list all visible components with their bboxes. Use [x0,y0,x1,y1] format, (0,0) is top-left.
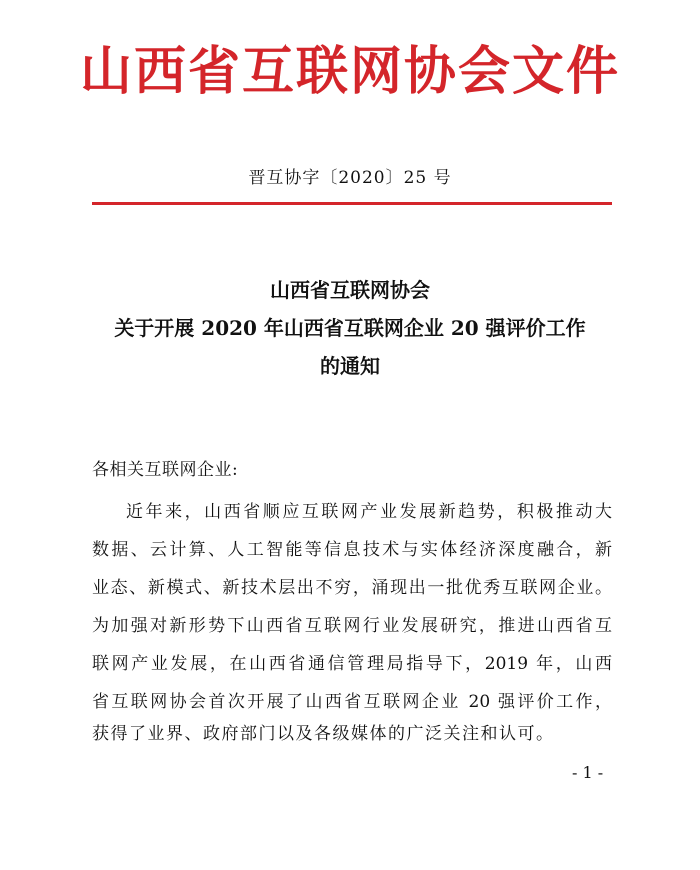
notice-title-line-3: 的通知 [320,354,380,378]
notice-title-line-1: 山西省互联网协会 [270,278,430,302]
body-paragraph-line: 数据、云计算、人工智能等信息技术与实体经济深度融合，新 [92,540,612,560]
body-paragraph-line: 获得了业界、政府部门以及各级媒体的广泛关注和认可。 [92,724,555,744]
salutation: 各相关互联网企业: [92,460,239,480]
page-number: - 1 - [572,763,604,782]
body-paragraph-line: 联网产业发展，在山西省通信管理局指导下，2019 年，山西 [92,654,612,674]
notice-title-line-2: 关于开展 2020 年山西省互联网企业 20 强评价工作 [114,316,586,340]
red-divider-line [92,202,612,205]
body-paragraph-line: 省互联网协会首次开展了山西省互联网企业 20 强评价工作， [92,692,612,712]
body-paragraph-line: 业态、新模式、新技术层出不穷，涌现出一批优秀互联网企业。 [92,578,612,598]
body-paragraph-line: 为加强对新形势下山西省互联网行业发展研究，推进山西省互 [92,616,612,636]
document-number: 晋互协字〔2020〕25 号 [248,168,452,188]
document-header-title: 山西省互联网协会文件 [79,42,620,102]
body-paragraph-line: 近年来，山西省顺应互联网产业发展新趋势，积极推动大 [126,502,612,522]
